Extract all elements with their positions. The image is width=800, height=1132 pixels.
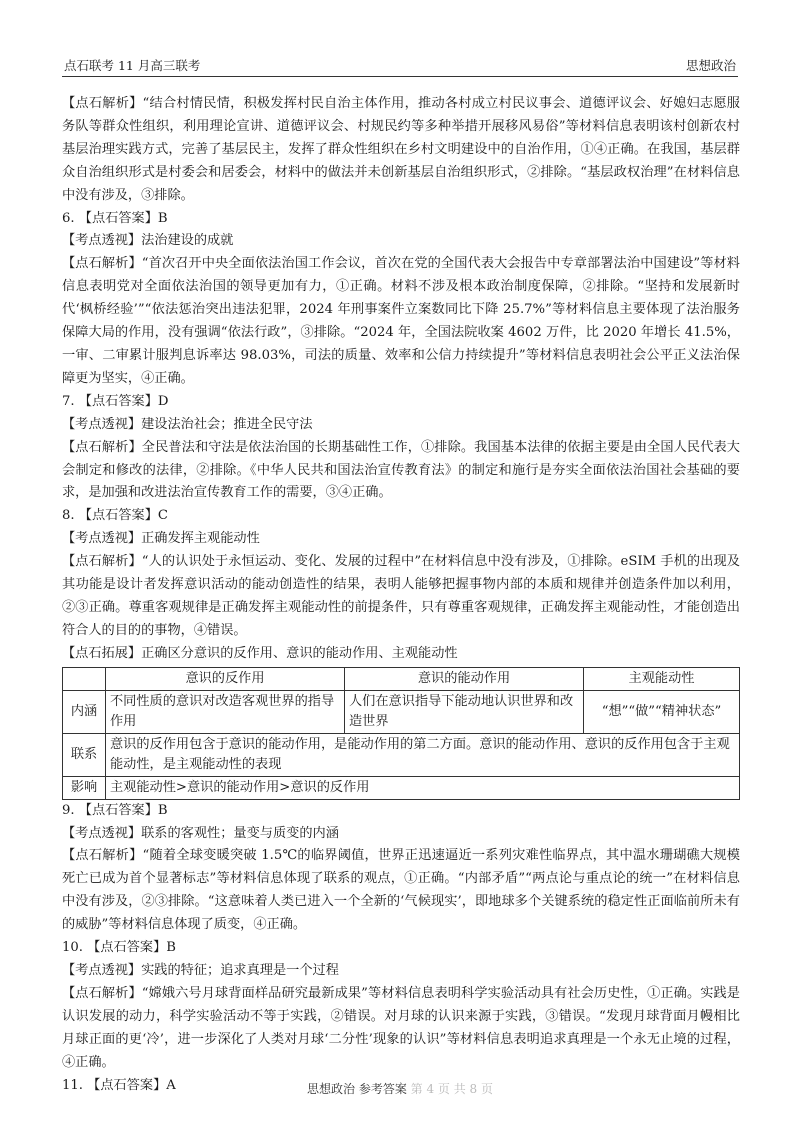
q5-analysis: 【点石解析】“结合村情民情，积极发挥村民自治主体作用，推动各村成立村民议事会、道德评议会、好媳妇志愿服务队等群众性组织，利用理论宣讲、道德评议会、村规民约等多种举措开展移风易俗”等材料信息表明该村创新农村基层治理实践方式，完善了基层民主，发挥了群众性组织在乡村文明建设中的自治作用，①④正确。在我国，基层群众自治组织形式是村委会和居委会，材料中的做法并未创新基层自治组织形式，②排除。“基层政权治理”在材料信息中没有涉及，③排除。 (62, 96, 740, 203)
q6-analysis: 【点石解析】“首次召开中央全面依法治国工作会议，首次在党的全国代表大会报告中专章部署法治中国建设”等材料信息表明党对全面依法治国的领导更加有力，①正确。材料不涉及根本政治制度保障，②排除。“坚持和发展新时代‘枫桥经验’”“依法惩治突出违法犯罪，2024 年刑事案件立案数同比下降 25.7%”等材料信息主要体现了法治服务保障大局的作用，没有强调“依法行政”，③排除。“2024 年，全国法院收案 4602 万件，比 2020 年增长 41.5%，一审、二审累计服判息诉率达 98.03%，司法的质量、效率和公信力持续提升”等材料信息表明社会公平正义法治保障更为坚实，④正确。 (62, 256, 740, 386)
table-corner (63, 667, 106, 690)
q8-extension: 【点石拓展】正确区分意识的反作用、意识的能动作用、主观能动性 (62, 645, 458, 661)
table-cell: 不同性质的意识对改造客观世界的指导作用 (106, 690, 345, 733)
q7-answer: 7. 【点石答案】D (62, 393, 169, 409)
q11-answer: 11. 【点石答案】A (62, 1077, 176, 1093)
col-header-reaction: 意识的反作用 (106, 667, 345, 690)
table-cell: 主观能动性>意识的能动作用>意识的反作用 (106, 776, 740, 799)
header-exam-title: 点石联考 11 月高三联考 (64, 58, 201, 73)
page-footer (0, 1080, 800, 1097)
table-row (63, 776, 740, 799)
col-header-initiative: 主观能动性 (584, 667, 740, 690)
table-cell: 人们在意识指导下能动地认识世界和改造世界 (345, 690, 584, 733)
header-subject: 思想政治 (685, 58, 736, 73)
q8-answer: 8. 【点石答案】C (62, 508, 168, 524)
q7-analysis: 【点石解析】全民普法和守法是依法治国的长期基础性工作，①排除。我国基本法律的依据主要是由全国人民代表大会制定和修改的法律，②排除。《中华人民共和国法治宣传教育法》的制定和施行是夯实全面依法治国社会基础的要求，是加强和改进法治宣传教育工作的需要，③④正确。 (62, 439, 740, 501)
q7-topic: 【考点透视】建设法治社会；推进全民守法 (62, 416, 313, 432)
q10-answer: 10. 【点石答案】B (62, 940, 176, 956)
q9-answer: 9. 【点石答案】B (62, 802, 168, 818)
table-cell: 意识的反作用包含于意识的能动作用，是能动作用的第二方面。意识的能动作用、意识的反作用包含于主观能动性，是主观能动性的表现 (106, 733, 740, 776)
q10-analysis: 【点石解析】“嫦娥六号月球背面样品研究最新成果”等材料信息表明科学实验活动具有社会历史性，①正确。实践是认识发展的动力，科学实验活动不等于实践，②错误。对月球的认识来源于实践，③错误。“发现月球背面月幔相比月球正面的更‘冷’，进一步深化了人类对月球‘二分性’现象的认识”等材料信息表明追求真理是一个永无止境的过程，④正确。 (62, 985, 740, 1070)
q9-analysis: 【点石解析】“随着全球变暖突破 1.5℃的临界阈值，世界正迅速逼近一系列灾难性临界点，其中温水珊瑚礁大规模死亡已成为首个显著标志”等材料信息体现了联系的观点，①正确。“内部矛盾”“两点论与重点论的统一”在材料信息中没有涉及，②③排除。“这意味着人类已进入一个全新的‘气候现实’，即地球多个关键系统的稳定性正面临前所未有的威胁”等材料信息体现了质变，④正确。 (62, 848, 740, 933)
footer-label: 思想政治 参考答案 (307, 1082, 407, 1096)
q6-answer: 6. 【点石答案】B (62, 210, 168, 226)
q8-topic: 【考点透视】正确发挥主观能动性 (62, 531, 260, 547)
answer-content (62, 93, 740, 1097)
row-label-connotation: 内涵 (63, 690, 106, 733)
row-label-influence: 影响 (63, 776, 106, 799)
footer-page-number: 第 4 页 共 8 页 (410, 1082, 493, 1096)
row-label-connection: 联系 (63, 733, 106, 776)
page-header (62, 56, 738, 77)
q8-analysis: 【点石解析】“人的认识处于永恒运动、变化、发展的过程中”在材料信息中没有涉及，①排除。eSIM 手机的出现及其功能是设计者发挥意识活动的能动创造性的结果，表明人能够把握事物内部的本质和规律并创造条件加以利用，②③正确。尊重客观规律是正确发挥主观能动性的前提条件，只有尊重客观规律，正确发挥主观能动性，才能创造出符合人的目的的事物，④错误。 (62, 554, 740, 638)
q6-topic: 【考点透视】法治建设的成就 (62, 233, 234, 249)
col-header-active-role: 意识的能动作用 (345, 667, 584, 690)
table-cell: “想”“做”“精神状态” (584, 690, 740, 733)
comparison-table (62, 667, 740, 800)
table-row (63, 690, 740, 733)
table-header-row (63, 667, 740, 690)
q9-topic: 【考点透视】联系的客观性；量变与质变的内涵 (62, 825, 339, 841)
table-row (63, 733, 740, 776)
q10-topic: 【考点透视】实践的特征；追求真理是一个过程 (62, 963, 339, 978)
